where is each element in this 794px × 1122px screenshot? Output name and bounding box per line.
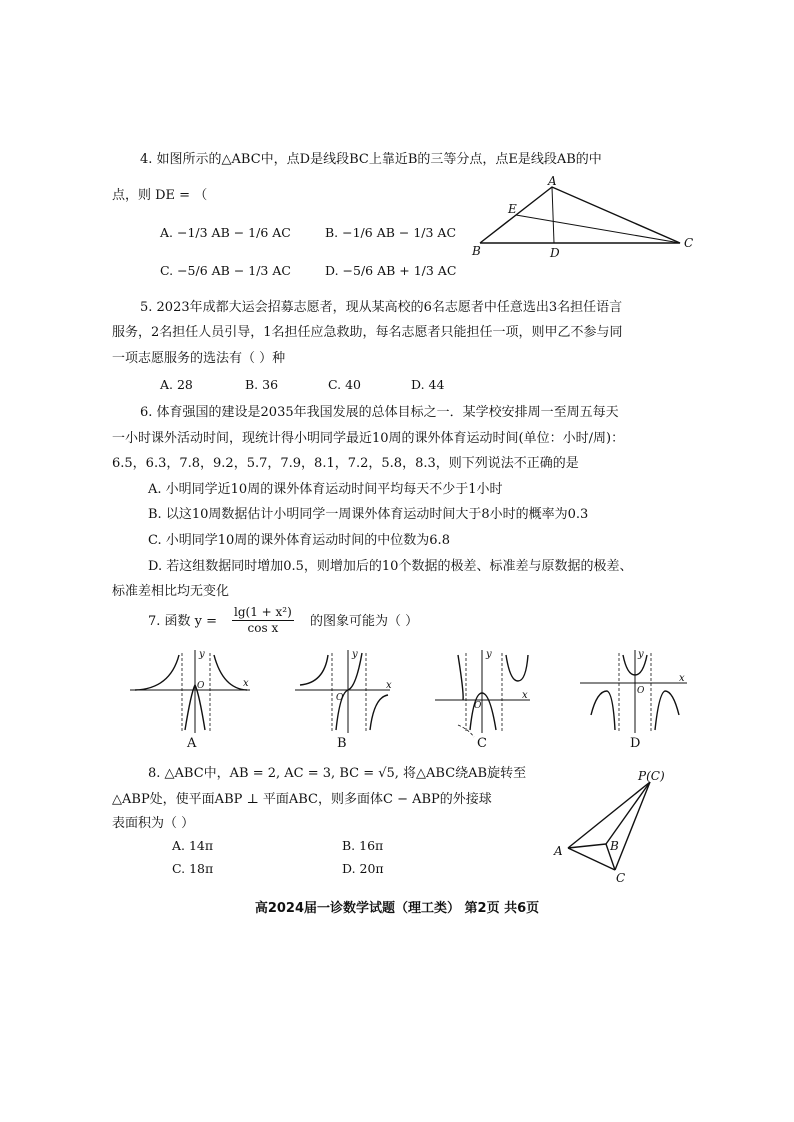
q7-graph-d-origin: O <box>637 686 645 696</box>
q4-label-c: C <box>684 236 694 250</box>
q6-option-c: C. 小明同学10周的课外体育运动时间的中位数为6.8 <box>148 533 450 548</box>
q6-line2: 一小时课外活动时间，现统计得小明同学最近10周的课外体育运动时间(单位：小时/周)： <box>112 431 625 446</box>
q7-graph-a-x-label: x <box>243 678 249 689</box>
q8-tetrahedron-figure <box>550 770 670 885</box>
q5-option-b: B. 36 <box>245 377 279 392</box>
q7-graph-c <box>430 645 540 735</box>
q7-label-b: B <box>337 736 347 751</box>
q4-median-ad <box>552 187 554 243</box>
q7-graph-d-x-label: x <box>679 673 685 684</box>
q8-line2: △ABP处，使平面ABP ⊥ 平面ABC，则多面体C − ABP的外接球 <box>112 792 492 807</box>
q7-graph-d <box>575 645 695 735</box>
q7-graph-b <box>290 645 400 735</box>
q4-label-e: E <box>508 202 517 216</box>
q4-option-b: B. −1/6 AB − 1/3 AC <box>325 225 457 240</box>
q7-graph-a <box>125 645 255 735</box>
q4-line1: 4. 如图所示的△ABC中，点D是线段BC上靠近B的三等分点，点E是线段AB的中 <box>140 152 602 167</box>
q7-fraction <box>232 605 294 636</box>
q6-option-a: A. 小明同学近10周的课外体育运动时间平均每天不少于1小时 <box>148 482 503 497</box>
q7-graph-a-origin: O <box>197 681 205 691</box>
q6-option-d-cont: 标准差相比均无变化 <box>112 584 230 599</box>
q7-graph-c-x-label: x <box>522 690 528 701</box>
q7-label-a: A <box>187 736 197 751</box>
q7-prefix: 7. 函数 y = <box>148 614 218 629</box>
q4-label-b: B <box>472 244 481 258</box>
q8-label-a: A <box>554 844 563 858</box>
q7-numerator: lg(1 + x²) <box>234 605 292 619</box>
q4-line2: 点，则 DE = （ <box>112 188 208 203</box>
q5-option-c: C. 40 <box>328 377 361 392</box>
q4-option-a: A. −1/3 AB − 1/6 AC <box>160 225 291 240</box>
q7-graph-c-y-label: y <box>486 649 492 660</box>
q7-label-c: C <box>477 736 487 751</box>
q5-line1: 5. 2023年成都大运会招募志愿者，现从某高校的6名志愿者中任意选出3名担任语言 <box>140 300 623 315</box>
q5-line2: 服务，2名担任人员引导，1名担任应急救助，每名志愿者只能担任一项，则甲乙不参与同 <box>112 325 623 340</box>
q8-option-c: C. 18π <box>172 861 214 876</box>
q7-graph-b-y-label: y <box>352 649 358 660</box>
q7-denominator: cos x <box>247 621 279 635</box>
q4-label-d: D <box>550 246 560 260</box>
q7-label-d: D <box>630 736 641 751</box>
q5-line3: 一项志愿服务的选法有（ ）种 <box>112 351 286 366</box>
q6-option-b: B. 以这10周数据估计小明同学一周课外体育运动时间大于8小时的概率为0.3 <box>148 507 589 522</box>
q4-option-d: D. −5/6 AB + 1/3 AC <box>325 263 457 278</box>
q8-line1: 8. △ABC中，AB = 2, AC = 3, BC = √5, 将△ABC绕AB旋转至 <box>148 766 527 781</box>
q8-line3: 表面积为（ ） <box>112 816 195 831</box>
q7-graph-b-origin: O <box>336 693 344 703</box>
q4-triangle-figure <box>470 175 700 265</box>
q4-segment-ec <box>516 215 680 243</box>
q8-label-p: P(C) <box>638 769 665 783</box>
q7-graph-a-y-label: y <box>199 649 205 660</box>
q7-graph-d-y-label: y <box>638 649 644 660</box>
q7-graph-c-origin: O <box>474 701 482 711</box>
q8-option-d: D. 20π <box>342 861 384 876</box>
q7-suffix: 的图象可能为（ ） <box>310 614 419 629</box>
q5-option-a: A. 28 <box>160 377 193 392</box>
q5-option-d: D. 44 <box>411 377 445 392</box>
q8-option-a: A. 14π <box>172 838 214 853</box>
q6-line3: 6.5，6.3，7.8，9.2，5.7，7.9，8.1，7.2，5.8，8.3，则下列说法不正确的是 <box>112 456 579 471</box>
q8-label-b: B <box>610 839 619 853</box>
q8-label-c: C <box>616 871 626 885</box>
q7-graph-b-x-label: x <box>386 680 392 691</box>
q4-label-a: A <box>548 174 557 188</box>
page-footer: 高2024届一诊数学试题（理工类） 第2页 共6页 <box>254 901 540 916</box>
q6-line1: 6. 体育强国的建设是2035年我国发展的总体目标之一．某学校安排周一至周五每天 <box>140 405 619 420</box>
q4-option-c: C. −5/6 AB − 1/3 AC <box>160 263 291 278</box>
q8-option-b: B. 16π <box>342 838 384 853</box>
q6-option-d: D. 若这组数据同时增加0.5，则增加后的10个数据的极差、标准差与原数据的极差、 <box>148 559 633 574</box>
